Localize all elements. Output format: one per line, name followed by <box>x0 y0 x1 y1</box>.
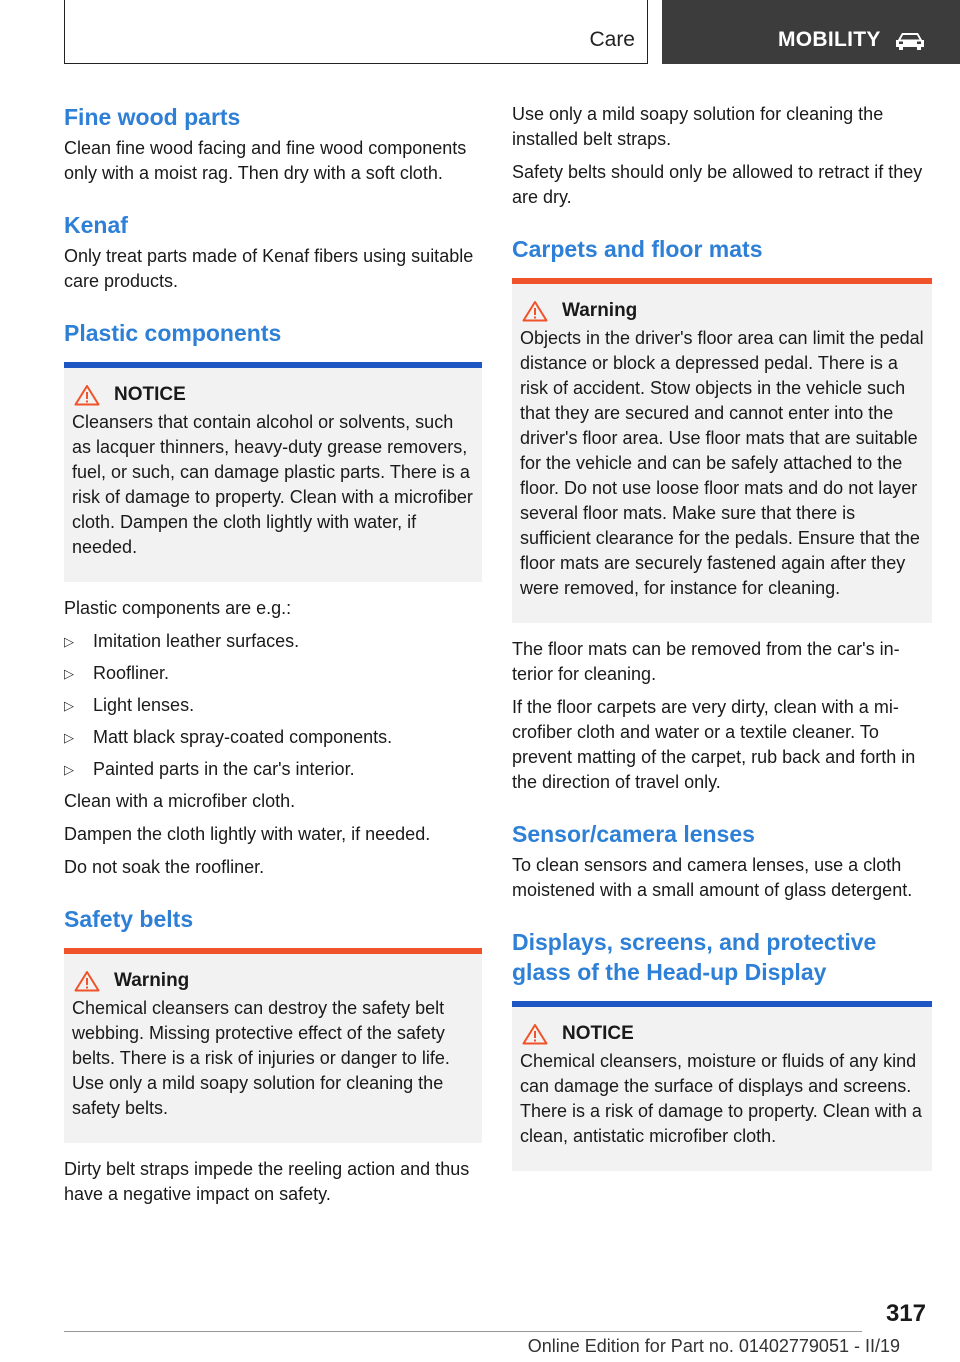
list-item: ▷ Matt black spray-coated components. <box>64 725 482 750</box>
kenaf-text: Only treat parts made of Kenaf fibers using suitable care products. <box>64 246 474 291</box>
warning-triangle-icon <box>522 300 548 322</box>
header-chapter-tab <box>662 0 960 64</box>
bullet-triangle-icon: ▷ <box>64 698 74 713</box>
bullet-triangle-icon: ▷ <box>64 730 74 745</box>
belts-cont-p1: Use only a mild soapy solution for cleaning the installed belt straps. <box>512 104 884 149</box>
carpets-p2: If the floor carpets are very dirty, clean with a microfiber cloth and water or a textile cleaner. To prevent matting of the carpet, rub back and forth in the direction of travel only. <box>512 697 916 792</box>
bullet-triangle-icon: ▷ <box>64 666 74 681</box>
warning-triangle-icon <box>74 384 100 406</box>
heading-sensor: Sensor/camera lenses <box>512 821 755 847</box>
list-item: ▷ Light lenses. <box>64 693 482 718</box>
warning-box-carpets <box>512 278 932 623</box>
heading-displays: Displays, screens, and protective glass of the Head-up Display <box>512 929 877 985</box>
warning-text: Chemical cleansers can destroy the safety belt webbing. Missing protective effect of the safety belts. There is a risk of injuries or danger to life. Use only a mild soapy solution for cleaning the safety belts. <box>72 998 450 1118</box>
car-icon <box>895 31 925 51</box>
warning-label: Warning <box>562 300 638 321</box>
heading-kenaf: Kenaf <box>64 212 128 238</box>
plastic-list <box>64 629 482 782</box>
bullet-triangle-icon: ▷ <box>64 634 74 649</box>
footer-edition: Online Edition for Part no. 01402779051 - II/19 <box>527 1336 900 1356</box>
warning-box-belts <box>64 948 482 1143</box>
plastic-intro: Plastic components are e.g.: <box>64 598 292 618</box>
header-chapter-label: MOBILITY <box>778 28 881 51</box>
notice-label: NOTICE <box>562 1023 634 1044</box>
fine-wood-text: Clean fine wood facing and fine wood components only with a moist rag. Then dry with a soft cloth. <box>64 138 467 183</box>
warning-text: Objects in the driver's floor area can limit the pedal distance or block a depressed pedal. There is a risk of accident. Stow objects in the vehicle such that they are secured and cannot enter into the driver's floor area. Use floor mats that are suitable for the vehicle and can be safely attached to the floor. Do not use loose floor mats and do not layer several floor mats. Make sure that there is sufficient clearance for the pedals. Ensure that the floor mats are securely fastened again after they were removed, for instance for cleaning. <box>520 328 924 598</box>
heading-safety-belts: Safety belts <box>64 906 194 932</box>
footer-divider <box>64 1331 862 1332</box>
plastic-p1: Clean with a microfiber cloth. <box>64 791 296 811</box>
notice-box-plastic <box>64 362 482 582</box>
plastic-p3: Do not soak the roofliner. <box>64 857 265 877</box>
heading-fine-wood: Fine wood parts <box>64 104 241 130</box>
plastic-p2: Dampen the cloth lightly with water, if needed. <box>64 824 431 844</box>
list-item: ▷ Roofliner. <box>64 661 482 686</box>
carpets-p1: The floor mats can be removed from the car's interior for cleaning. <box>512 639 900 684</box>
left-column <box>64 102 482 1215</box>
right-column <box>512 102 932 1185</box>
page-number: 317 <box>885 1300 926 1327</box>
belts-p1: Dirty belt straps impede the reeling action and thus have a negative impact on safety. <box>64 1159 470 1204</box>
warning-triangle-icon <box>74 970 100 992</box>
warning-label: Warning <box>114 970 190 991</box>
notice-box-displays <box>512 1001 932 1171</box>
heading-plastic: Plastic components <box>64 320 282 346</box>
header-section-label: Care <box>589 28 635 51</box>
belts-cont-p2: Safety belts should only be allowed to retract if they are dry. <box>512 162 923 207</box>
warning-triangle-icon <box>522 1023 548 1045</box>
sensor-text: To clean sensors and camera lenses, use a cloth moistened with a small amount of glass detergent. <box>512 855 913 900</box>
header-section-tab <box>64 0 648 64</box>
notice-text: Chemical cleansers, moisture or fluids of any kind can damage the surface of displays and screens. There is a risk of damage to property. Clean with a clean, antistatic microfiber cloth. <box>520 1051 922 1146</box>
notice-label: NOTICE <box>114 384 186 405</box>
list-item: ▷ Painted parts in the car's interior. <box>64 757 482 782</box>
bullet-triangle-icon: ▷ <box>64 762 74 777</box>
heading-carpets: Carpets and floor mats <box>512 236 763 262</box>
notice-text: Cleansers that contain alcohol or solvents, such as lacquer thinners, heavy-duty grease removers, fuel, or such, can damage plastic parts. There is a risk of damage to property. Clean with a microfiber cloth. Dampen the cloth lightly with water, if needed. <box>72 412 473 557</box>
list-item: ▷ Imitation leather surfaces. <box>64 629 482 654</box>
